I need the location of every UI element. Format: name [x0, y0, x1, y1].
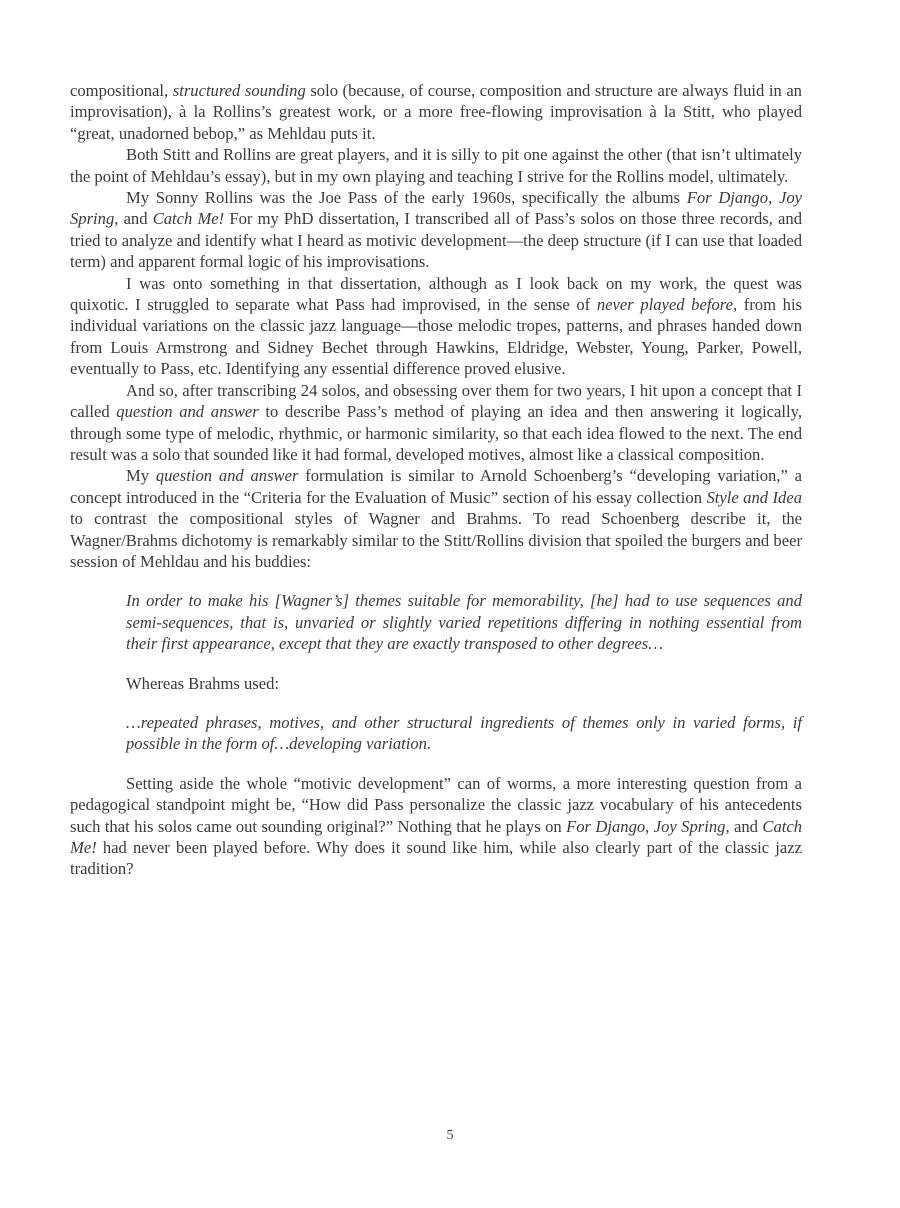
paragraph-2: Both Stitt and Rollins are great players, and it is silly to pit one against the other (that isn’t ultimately the point of Mehldau’s essay), but in my own playing and teaching I strive for the Rollins model, ultimately.: [70, 145, 802, 186]
paragraph-3: My Sonny Rollins was the Joe Pass of the early 1960s, specifically the albums For Django, Joy Spring, and Catch Me! For my PhD dissertation, I transcribed all of Pass’s solos on those three records, and tried to analyze and identify what I heard as motivic development—the deep structure (if I can use that loaded term) and apparent formal logic of his improvisations.: [70, 188, 803, 272]
paragraph-4: I was onto something in that dissertation, although as I look back on my work, the quest was quixotic. I struggled to separate what Pass had improvised, in the sense of never played before, from his individual variations on the classic jazz language—those melodic tropes, patterns, and phrases handed down from Louis Armstrong and Sidney Bechet through Hawkins, Eldridge, Webster, Young, Parker, Powell, eventually to Pass, etc. Identifying any essential difference proved elusive.: [70, 273, 803, 379]
paragraph-6: My question and answer formulation is similar to Arnold Schoenberg’s “developing variation,” a concept introduced in the “Criteria for the Evaluation of Music” section of his essay collection Style and Idea to contrast the compositional styles of Wagner and Brahms. To read Schoenberg describe it, the Wagner/Brahms dichotomy is remarkably similar to the Stitt/Rollins division that spoiled the burgers and beer session of Mehldau and his buddies:: [70, 466, 802, 571]
paragraph-8: Setting aside the whole “motivic development” can of worms, a more interesting question from a pedagogical standpoint might be, “How did Pass personalize the classic jazz vocabulary of his antecedents such that his solos came out sounding original?” Nothing that he plays on For Django, Joy Spring, and Catch Me! had never been played before. Why does it sound like him, while also clearly part of the classic jazz tradition?: [70, 773, 803, 879]
paragraph-5: And so, after transcribing 24 solos, and obsessing over them for two years, I hit upon a concept that I called question and answer to describe Pass’s method of playing an idea and then answering it logically, through some type of melodic, rhythmic, or harmonic similarity, so that each idea flowed to the next. The end result was a solo that sounded like it had formal, developed motives, almost like a classical composition.: [70, 380, 802, 464]
paragraph-1: compositional, structured sounding solo (because, of course, composition and structure are always fluid in an improvisation), à la Rollins’s greatest work, or a more free-flowing improvisation à la Stitt, who played “great, unadorned bebop,” as Mehldau puts it.: [70, 81, 802, 143]
paragraph-7: Whereas Brahms used:: [126, 673, 279, 693]
document-page: [70, 80, 802, 880]
page-number: 5: [446, 1128, 454, 1143]
block-quote-wagner: In order to make his [Wagner’s] themes suitable for memorability, [he] had to use sequences and semi-sequences, that is, unvaried or slightly varied repetitions differing in nothing essential from their first appearance, except that they are exactly transposed to other degrees…: [126, 591, 802, 654]
block-quote-brahms: …repeated phrases, motives, and other structural ingredients of themes only in varied forms, if possible in the form of…developing variation.: [126, 712, 802, 754]
